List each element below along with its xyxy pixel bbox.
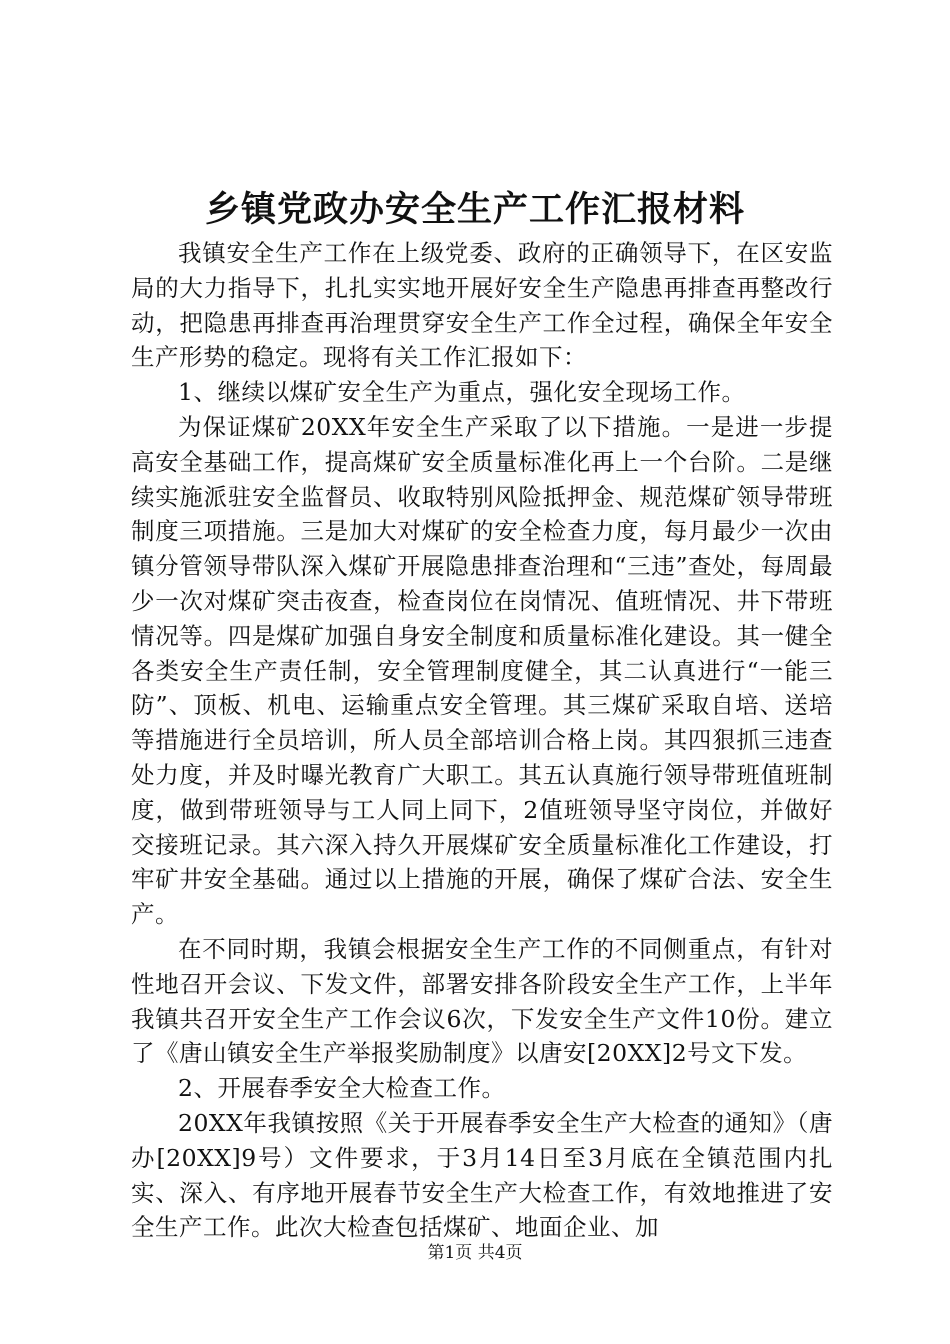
document-body — [131, 236, 833, 1245]
document-title: 乡镇党政办安全生产工作汇报材料 — [204, 189, 745, 230]
section-heading-1: 1、继续以煤矿安全生产为重点，强化安全现场工作。 — [178, 378, 746, 407]
paragraph-intro: 我镇安全生产工作在上级党委、政府的正确领导下，在区安监局的大力指导下，扎扎实实地开展好安全生产隐患再排查再整改行动，把隐患再排查再治理贯穿安全生产工作全过程，确保全年安全生产形势的稳定。现将有关工作汇报如下： — [131, 239, 833, 372]
paragraph-spring-inspection: 20XX年我镇按照《关于开展春季安全生产大检查的通知》（唐办[20XX]9号）文件要求，于3月14日至3月底在全镇范围内扎实、深入、有序地开展春节安全生产大检查工作，有效地推进了安全生产工作。此次大检查包括煤矿、地面企业、加 — [131, 1108, 833, 1242]
paragraph-meetings: 在不同时期，我镇会根据安全生产工作的不同侧重点，有针对性地召开会议、下发文件，部署安排各阶段安全生产工作，上半年我镇共召开安全生产工作会议6次，下发安全生产文件10份。建立了《唐山镇安全生产举报奖励制度》以唐安[20XX]2号文下发。 — [131, 934, 833, 1068]
page-number: 第1页 共4页 — [427, 1243, 523, 1263]
section-heading-2: 2、开展春季安全大检查工作。 — [178, 1074, 506, 1103]
paragraph-coal-measures: 为保证煤矿20XX年安全生产采取了以下措施。一是进一步提高安全基础工作，提高煤矿安全质量标准化再上一个台阶。二是继续实施派驻安全监督员、收取特别风险抵押金、规范煤矿领导带班制度三项措施。三是加大对煤矿的安全检查力度，每月最少一次由镇分管领导带队深入煤矿开展隐患排查治理和“三违”查处，每周最少一次对煤矿突击夜查，检查岗位在岗情况、值班情况、井下带班情况等。四是煤矿加强自身安全制度和质量标准化建设。其一健全各类安全生产责任制，安全管理制度健全，其二认真进行“一能三防”、顶板、机电、运输重点安全管理。其三煤矿采取自培、送培等措施进行全员培训，所人员全部培训合格上岗。其四狠抓三违查处力度，并及时曝光教育广大职工。其五认真施行领导带班值班制度，做到带班领导与工人同上同下，2值班领导坚守岗位，并做好交接班记录。其六深入持久开展煤矿安全质量标准化工作建设，打牢矿井安全基础。通过以上措施的开展，确保了煤矿合法、安全生产。 — [131, 412, 833, 929]
